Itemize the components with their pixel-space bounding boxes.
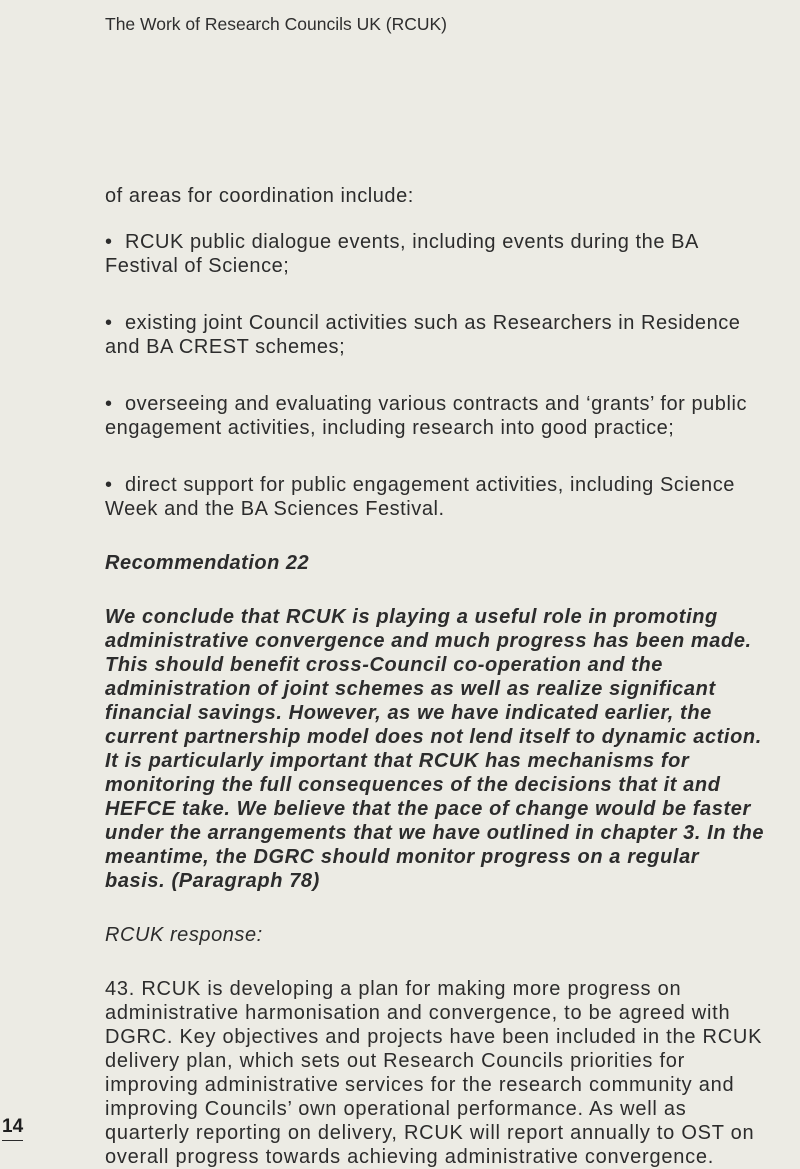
- intro-text: of areas for coordination include:: [105, 185, 414, 207]
- recommendation-text: We conclude that RCUK is playing a useful role in promoting administrative convergence and much progress has been made. This should benefit cross-Council co-operation and the administration of joint schemes as well as realize significant financial savings. However, as we have indicated earlier, the current partnership model does not lend itself to dynamic action. It is particularly important that RCUK has mechanisms for monitoring the full consequences of the decisions that it and HEFCE take. We believe that the pace of change would be faster under the arrangements that we have outlined in chapter 3. In the meantime, the DGRC should monitor progress on a regular basis. (Paragraph 78): [105, 606, 765, 892]
- list-item-text: RCUK public dialogue events, including events during the BA Festival of Science;: [105, 231, 698, 277]
- response-heading: RCUK response:: [105, 924, 263, 946]
- list-item: [105, 311, 765, 359]
- list-item-text: direct support for public engagement activities, including Science Week and the BA Sciences Festival.: [105, 474, 735, 520]
- page-number: 14: [2, 1116, 23, 1141]
- recommendation-heading: Recommendation 22: [105, 552, 310, 574]
- bullet-icon: •: [105, 474, 113, 496]
- bullet-icon: •: [105, 393, 113, 415]
- response-text: 43. RCUK is developing a plan for making more progress on administrative harmonisation and convergence, to be agreed with DGRC. Key objectives and projects have been included in the RCUK delivery plan, which sets out Research Councils priorities for improving administrative services for the research community and improving Councils’ own operational performance. As well as quarterly reporting on delivery, RCUK will report annually to OST on overall progress towards achieving administrative convergence.: [105, 978, 763, 1168]
- list-item-text: existing joint Council activities such as Researchers in Residence and BA CREST schemes;: [105, 312, 741, 358]
- list-item: [105, 392, 765, 440]
- running-header: The Work of Research Councils UK (RCUK): [105, 14, 447, 34]
- list-item: [105, 230, 765, 278]
- list-item-text: overseeing and evaluating various contracts and ‘grants’ for public engagement activities, including research into good practice;: [105, 393, 748, 439]
- page-content: [105, 184, 765, 1169]
- bullet-icon: •: [105, 231, 113, 253]
- list-item: [105, 473, 765, 521]
- coordination-list: [105, 230, 765, 521]
- bullet-icon: •: [105, 312, 113, 334]
